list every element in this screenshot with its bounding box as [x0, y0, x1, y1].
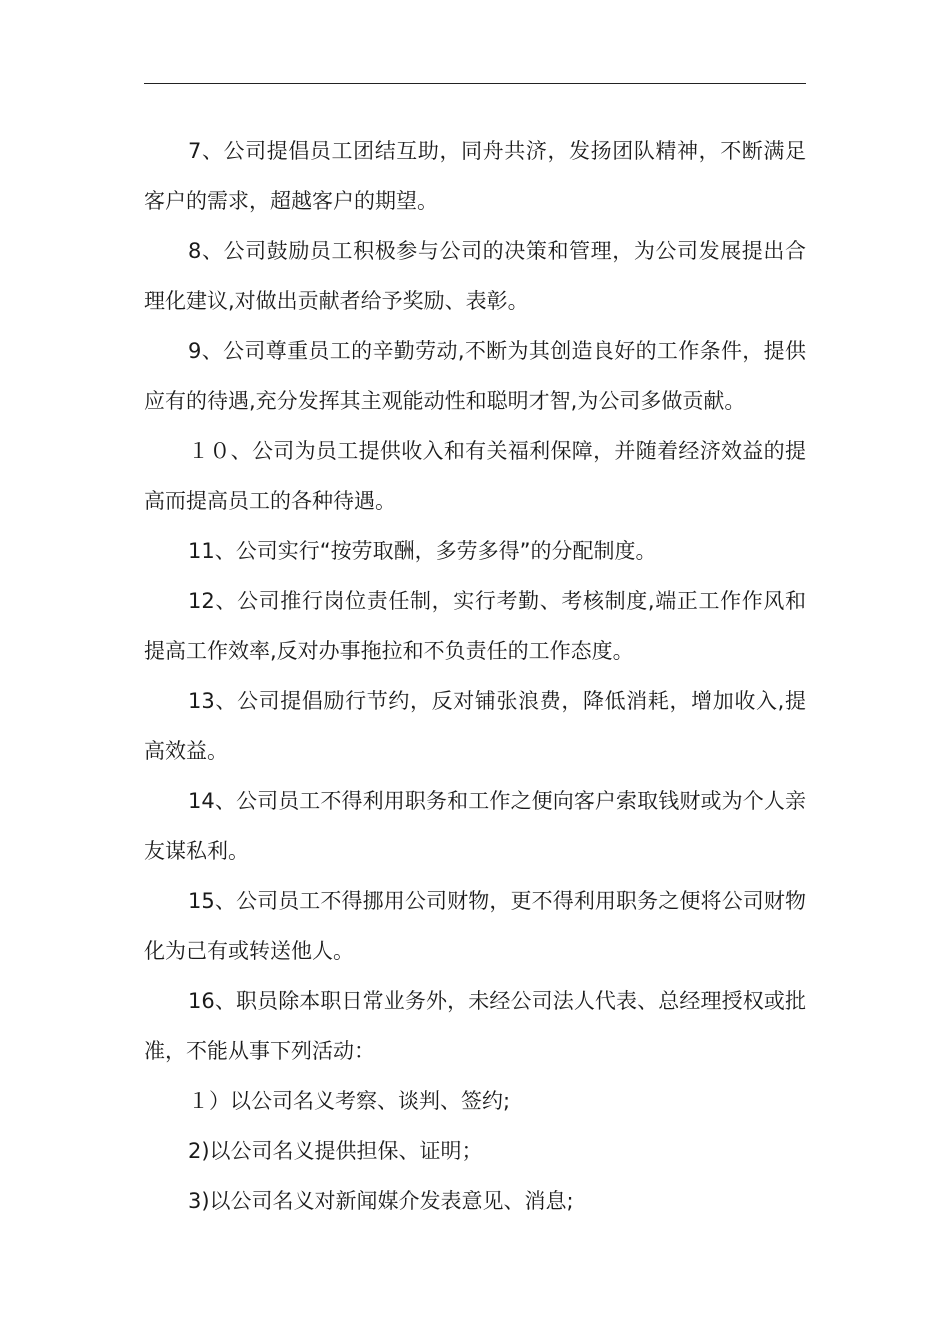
list-item-3: 3)以公司名义对新闻媒介发表意见、消息;	[188, 1189, 574, 1213]
paragraph-13: 13、公司提倡励行节约，反对铺张浪费，降低消耗，增加收入,提高效益。	[144, 689, 806, 763]
list-item-2: 2)以公司名义提供担保、证明；	[188, 1139, 483, 1163]
paragraph-11: 11、公司实行“按劳取酬，多劳多得”的分配制度。	[188, 539, 657, 563]
paragraph-7: 7、公司提倡员工团结互助，同舟共济，发扬团队精神，不断满足客户的需求，超越客户的期望。	[144, 139, 806, 213]
paragraph-12: 12、公司推行岗位责任制，实行考勤、考核制度,端正工作作风和提高工作效率,反对办事拖拉和不负责任的工作态度。	[144, 589, 806, 663]
paragraph-15: 15、公司员工不得挪用公司财物，更不得利用职务之便将公司财物化为己有或转送他人。	[144, 889, 806, 963]
document-body	[144, 126, 806, 1226]
paragraph-14: 14、公司员工不得利用职务和工作之便向客户索取钱财或为个人亲友谋私利。	[144, 789, 806, 863]
paragraph-9: 9、公司尊重员工的辛勤劳动,不断为其创造良好的工作条件，提供应有的待遇,充分发挥其主观能动性和聪明才智,为公司多做贡献。	[144, 339, 806, 413]
paragraph-8: 8、公司鼓励员工积极参与公司的决策和管理，为公司发展提出合理化建议,对做出贡献者给予奖励、表彰。	[144, 239, 806, 313]
list-item-1: １）以公司名义考察、谈判、签约;	[188, 1089, 511, 1113]
header-rule	[144, 83, 806, 84]
paragraph-16: 16、职员除本职日常业务外，未经公司法人代表、总经理授权或批准，不能从事下列活动：	[144, 989, 806, 1063]
paragraph-10: １０、公司为员工提供收入和有关福利保障，并随着经济效益的提高而提高员工的各种待遇。	[144, 439, 806, 513]
